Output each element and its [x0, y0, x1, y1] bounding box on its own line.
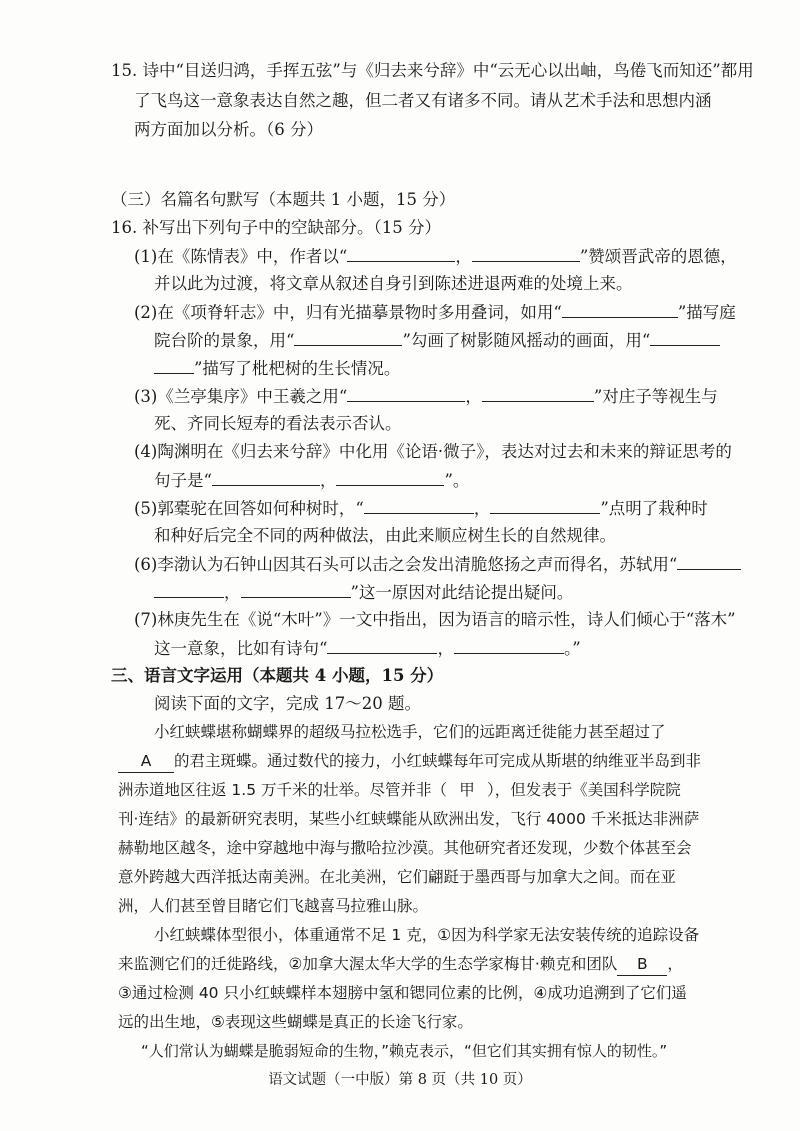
passage-p1-line-6: 意外跨越大西洋抵达南美洲。在北美洲，它们翩跹于墨西哥与加拿大之间。而在亚 [118, 868, 677, 886]
answer-blank[interactable] [347, 385, 465, 402]
q15-line-2: 了飞鸟这一意象表达自然之趣，但二者又有诸多不同。请从艺术手法和思想内涵 [134, 91, 712, 110]
item-3-line-1 [134, 385, 718, 408]
answer-blank[interactable] [154, 581, 224, 598]
item-3-text-b: ， [465, 387, 482, 406]
passage-p1-line-4: 刊·连结》的最新研究表明，某些小红蛱蝶能从欧洲出发，飞行 4000 千米抵达非洲萨 [118, 810, 700, 828]
item-1-line-1 [134, 245, 737, 268]
item-6-text-c: ”这一原因对此结论提出疑问。 [350, 583, 574, 602]
answer-blank[interactable] [212, 469, 320, 486]
answer-blank[interactable] [562, 301, 678, 318]
answer-blank[interactable] [454, 637, 564, 654]
item-5-line-1 [134, 497, 708, 520]
answer-blank[interactable] [327, 637, 437, 654]
item-6-text-b: ， [224, 583, 241, 602]
answer-blank[interactable] [490, 497, 600, 514]
item-3-line-2: 死、齐同长短寿的看法表示否认。 [154, 414, 402, 433]
item-2-line-1 [134, 301, 736, 324]
item-2-line-2 [154, 329, 720, 352]
item-2-line-3 [154, 357, 400, 380]
page-footer: 语文试题（一中版）第 8 页（共 10 页） [268, 1072, 532, 1088]
passage-p2-line-3: ③通过检测 40 只小红蛱蝶样本翅膀中氢和锶同位素的比例，④成功追溯到了它们遥 [118, 984, 687, 1002]
passage-p2-line-2 [118, 953, 683, 976]
item-4-line-2 [154, 469, 469, 492]
answer-blank[interactable] [241, 581, 351, 598]
item-4-text-c: ， [319, 471, 337, 490]
answer-blank[interactable] [650, 329, 720, 346]
blank-b[interactable]: B [617, 953, 667, 976]
item-4-text-d: ”。 [444, 471, 470, 490]
item-6-text-a: (6)李渤认为石钟山因其石头可以击之会发出清脆悠扬之声而得名，苏轼用“ [134, 555, 678, 574]
passage-p2-line-4: 远的出生地，⑤表现这些蝴蝶是真正的长途飞行家。 [118, 1013, 473, 1031]
item-3-text-c: ”对庄子等视生与 [593, 387, 718, 406]
item-5-text-c: ”点明了栽种时 [600, 499, 708, 518]
item-2-text-e: ”描写了枇杷树的生长情况。 [194, 359, 401, 378]
answer-blank[interactable] [677, 553, 741, 570]
answer-blank[interactable] [336, 469, 444, 486]
passage-p3-line-1: “人们常认为蝴蝶是脆弱短命的生物，”赖克表示，“但它们其实拥有惊人的韧性。” [141, 1042, 668, 1060]
passage-p1-line-2-text: 的君主斑蝶。通过数代的接力，小红蛱蝶每年可完成从斯堪的纳维亚半岛到非 [174, 752, 702, 770]
item-7-line-2 [154, 637, 581, 660]
item-3-text-a: (3)《兰亭集序》中王羲之用“ [134, 387, 348, 406]
passage-p1-line-3 [118, 779, 681, 801]
item-4-line-1: (4)陶渊明在《归去来兮辞》中化用《论语·微子》，表达对过去和未来的辩证思考的 [134, 442, 732, 461]
item-1-text-c: ”赞颂晋武帝的恩德， [579, 247, 737, 266]
blank-a[interactable]: A [118, 750, 174, 773]
answer-blank[interactable] [364, 497, 474, 514]
passage-p1-line-1: 小红蛱蝶堪称蝴蝶界的超级马拉松选手，它们的远距离迁徙能力甚至超过了 [154, 723, 666, 741]
answer-blank[interactable] [482, 385, 594, 402]
answer-blank[interactable] [347, 245, 455, 262]
q15-line-3: 两方面加以分析。（6 分） [134, 120, 323, 139]
passage-p2-line-2-b: ， [667, 955, 683, 973]
item-2-text-d: ”勾画了树影随风摇动的画面，用“ [402, 331, 651, 350]
item-7-text-b: 这一意象，比如有诗句“ [154, 639, 328, 658]
answer-blank[interactable] [154, 357, 194, 374]
q15-line-1: 15. 诗中“目送归鸿，手挥五弦”与《归去来兮辞》中“云无心以出岫，鸟倦飞而知还”都用 [111, 61, 754, 80]
blank-jia[interactable]: 甲 [459, 781, 475, 799]
answer-blank[interactable] [472, 245, 580, 262]
item-6-line-2 [154, 581, 573, 604]
section-heading: （三）名篇名句默写（本题共 1 小题，15 分） [111, 190, 456, 209]
passage-p2-line-2-a: 来监测它们的迁徙路线，②加拿大渥太华大学的生态学家梅甘·赖克和团队 [118, 955, 618, 973]
item-5-text-a: (5)郭橐驼在回答如何种树时，“ [134, 499, 364, 518]
part3-intro: 阅读下面的文字，完成 17～20 题。 [154, 694, 421, 713]
item-7-text-c: ， [437, 639, 454, 658]
passage-p1-line-7: 洲，人们甚至曾目睹它们飞越喜马拉雅山脉。 [118, 897, 429, 915]
q16-stem: 16. 补写出下列句子中的空缺部分。（15 分） [111, 218, 441, 237]
item-1-line-2: 并以此为过渡，将文章从叙述自身引到陈述进退两难的处境上来。 [154, 274, 633, 293]
passage-p1-line-2 [118, 750, 701, 773]
passage-p1-line-5: 赫勒地区越冬，途中穿越地中海与撒哈拉沙漠。其他研究者还发现，少数个体甚至会 [118, 839, 692, 857]
passage-p2-line-1: 小红蛱蝶体型很小，体重通常不足 1 克，①因为科学家无法安装传统的追踪设备 [154, 926, 700, 944]
item-4-text-b: 句子是“ [154, 471, 212, 490]
item-5-line-2: 和种好后完全不同的两种做法，由此来顺应树生长的自然规律。 [154, 526, 616, 545]
item-1-text-a: (1)在《陈情表》中，作者以“ [134, 247, 348, 266]
item-2-text-c: 院台阶的景象，用“ [154, 331, 295, 350]
passage-p1-line-3-a: 洲赤道地区往返 1.5 万千米的壮举。尽管并非（ [118, 781, 448, 799]
item-2-text-b: ”描写庭 [677, 303, 736, 322]
part3-heading: 三、语言文字运用（本题共 4 小题，15 分） [111, 666, 444, 685]
item-5-text-b: ， [473, 499, 491, 518]
answer-blank[interactable] [294, 329, 402, 346]
item-1-text-b: ， [455, 247, 472, 266]
passage-p1-line-3-c: ），但发表于《美国科学院院 [487, 781, 681, 799]
item-7-line-1: (7)林庚先生在《说“木叶”》一文中指出，因为语言的暗示性，诗人们倾心于“落木” [134, 610, 736, 629]
item-2-text-a: (2)在《项脊轩志》中，归有光描摹景物时多用叠词，如用“ [134, 303, 562, 322]
item-7-text-d: 。” [563, 639, 581, 658]
item-6-line-1 [134, 553, 741, 576]
